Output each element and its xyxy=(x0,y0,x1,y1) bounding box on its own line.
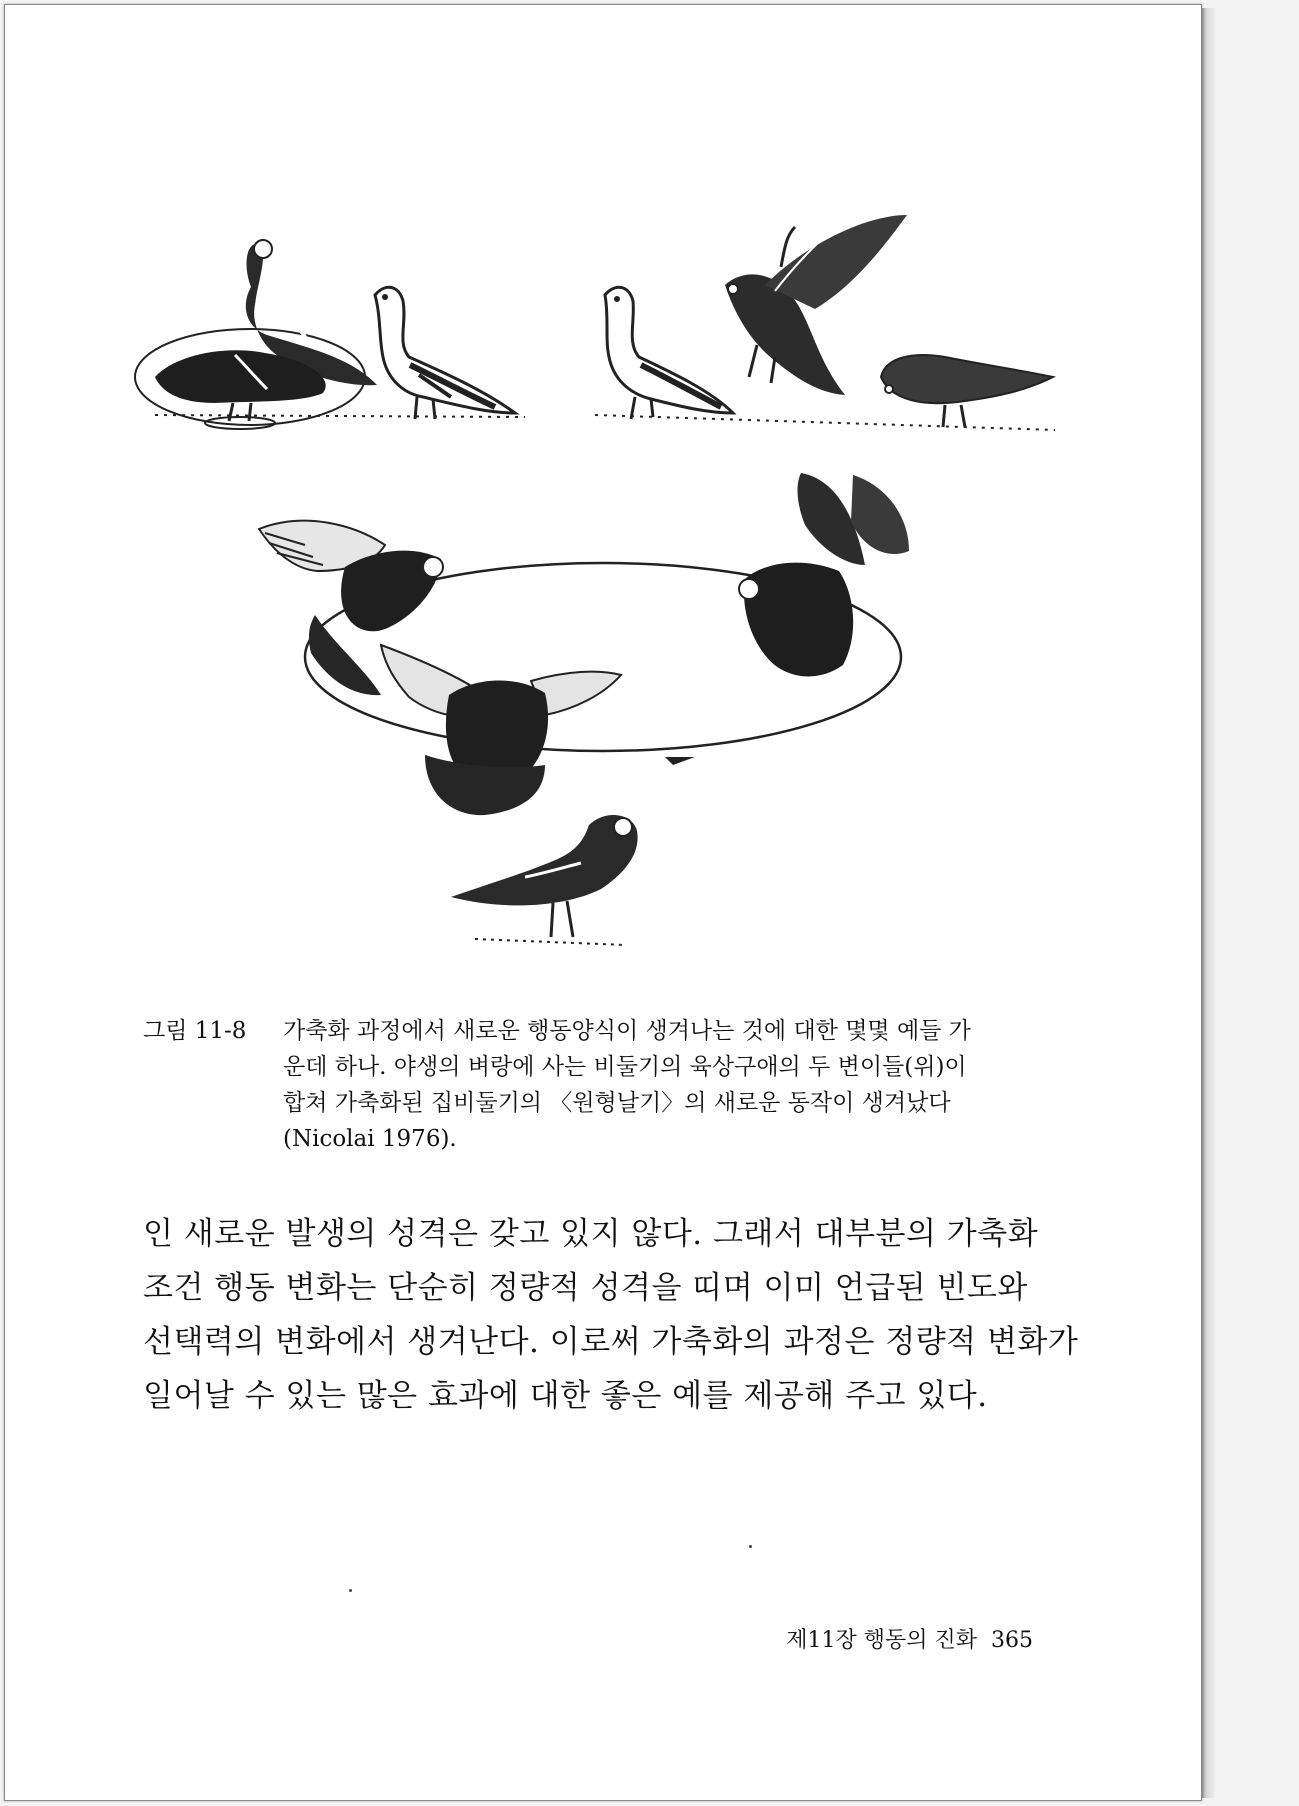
body-line: 일어날 수 있는 많은 효과에 대한 좋은 예를 제공해 주고 있다. xyxy=(143,1378,988,1414)
page-number: 365 xyxy=(991,1628,1033,1653)
figure-pigeon-illustration xyxy=(5,5,1201,985)
scan-speck xyxy=(749,1545,752,1548)
page-footer xyxy=(733,1623,1033,1654)
pigeon-wings-raised-illustration xyxy=(725,215,907,395)
body-paragraph xyxy=(143,1207,1079,1423)
body-line: 조건 행동 변화는 단순히 정량적 성격을 띠며 이미 언급된 빈도와 xyxy=(143,1270,1028,1306)
chapter-title: 제11장 행동의 진화 xyxy=(786,1628,977,1653)
caption-line: 운데 하나. 야생의 벼랑에 사는 비둘기의 육상구애의 두 변이들(위)이 xyxy=(283,1054,967,1080)
caption-line: 가축화 과정에서 새로운 행동양식이 생겨나는 것에 대한 몇몇 예들 가 xyxy=(283,1018,971,1044)
book-page xyxy=(4,4,1202,1801)
pigeon-pair-courting-illustration xyxy=(135,240,377,429)
scan-speck xyxy=(349,1589,352,1592)
figure-label: 그림 11-8 xyxy=(143,1018,247,1044)
pigeon-flying-right-illustration xyxy=(739,473,909,676)
caption-text xyxy=(283,1013,1033,1157)
pigeon-pecking-illustration xyxy=(881,355,1053,427)
body-line: 인 새로운 발생의 성격은 갖고 있지 않다. 그래서 대부분의 가축화 xyxy=(143,1216,1039,1252)
pigeon-standing-illustration xyxy=(375,287,515,419)
caption-line: (Nicolai 1976). xyxy=(283,1126,457,1152)
body-line: 선택력의 변화에서 생겨난다. 이로써 가축화의 과정은 정량적 변화가 xyxy=(143,1324,1079,1360)
caption-line: 합쳐 가축화된 집비둘기의 〈원형날기〉의 새로운 동작이 생겨났다 xyxy=(283,1090,951,1116)
pigeon-standing-illustration xyxy=(605,287,733,419)
figure-caption xyxy=(143,1013,1033,1157)
page-edge xyxy=(1200,8,1215,1798)
pigeon-standing-bottom-illustration xyxy=(451,815,638,945)
